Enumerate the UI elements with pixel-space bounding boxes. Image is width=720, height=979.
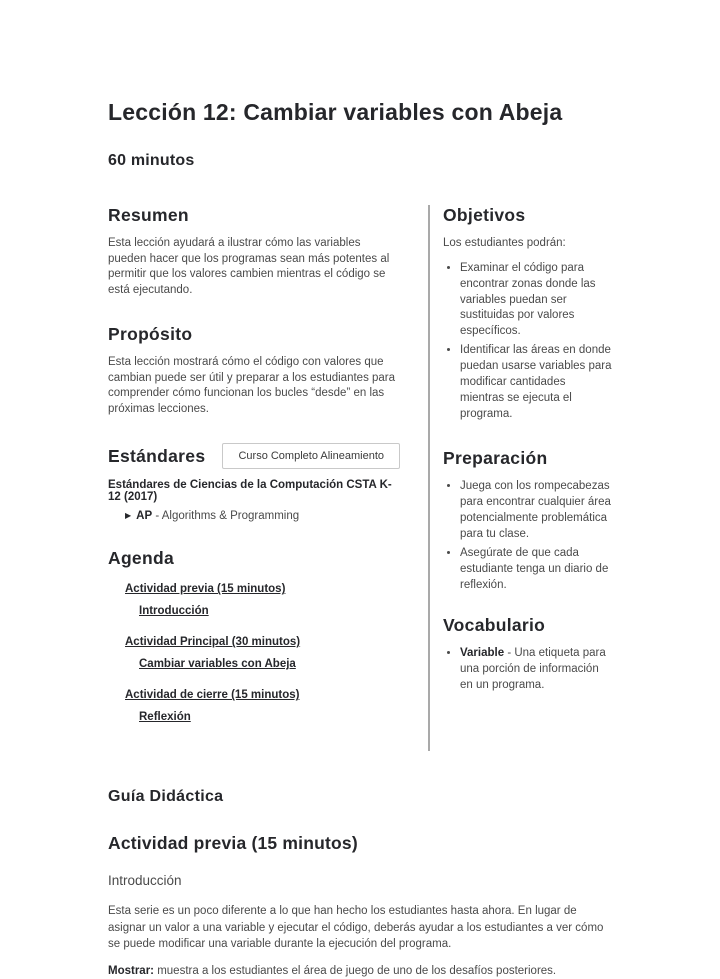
section-preparacion xyxy=(443,448,612,593)
preparacion-heading: Preparación xyxy=(443,448,548,469)
page-title: Lección 12: Cambiar variables con Abeja xyxy=(108,99,563,125)
two-column-layout xyxy=(108,205,612,751)
section-estandares xyxy=(108,443,400,522)
mostrar-label: Mostrar: xyxy=(108,964,155,977)
resumen-heading: Resumen xyxy=(108,205,189,226)
preparacion-bullet: • Asegúrate de que cada estudiante tenga un diario de reflexión. xyxy=(460,546,612,594)
vocabulario-bullet-list xyxy=(443,646,612,694)
estandares-header-row xyxy=(108,443,400,469)
proposito-body: Esta lección mostrará cómo el código con valores que cambian puede ser útil y preparar a los estudiantes para comprender cómo funcionan los bucles “desde” en las próximas lecciones. xyxy=(108,356,396,415)
guide-heading: Guía Didáctica xyxy=(108,788,224,806)
proposito-heading: Propósito xyxy=(108,324,193,345)
section-proposito xyxy=(108,324,400,417)
agenda-link-introduccion[interactable]: Introducción xyxy=(139,605,209,618)
agenda-sub-item xyxy=(125,707,400,725)
agenda-list xyxy=(108,579,400,725)
estandares-heading: Estándares xyxy=(108,445,206,466)
vocabulario-bullet xyxy=(460,646,612,694)
objetivos-intro: Los estudiantes podrán: xyxy=(443,237,566,250)
agenda-link-reflexion[interactable]: Reflexión xyxy=(139,711,191,724)
expand-triangle-icon: ▶ xyxy=(125,511,132,521)
section-agenda xyxy=(108,548,400,725)
vocabulario-heading: Vocabulario xyxy=(443,615,546,636)
objetivo-bullet: • Identificar las áreas en donde puedan usarse variables para modificar cantidades mientras se ejecuta el programa. xyxy=(460,343,612,422)
preparacion-bullet-list xyxy=(443,479,612,593)
vocab-definition: - Una etiqueta para una porción de información en un programa. xyxy=(460,647,606,692)
agenda-link-cambiar-variables[interactable]: Cambiar variables con Abeja xyxy=(139,658,296,671)
section-objetivos xyxy=(443,205,612,422)
agenda-sub-item xyxy=(125,601,400,619)
preparacion-bullet: • Juega con los rompecabezas para encontrar cualquier área potencialmente problemática para tu clase. xyxy=(460,479,612,542)
standard-name: - Algorithms & Programming xyxy=(152,510,300,523)
activity-subheading: Introducción xyxy=(108,873,182,889)
agenda-link-actividad-cierre[interactable]: Actividad de cierre (15 minutos) xyxy=(125,689,300,702)
agenda-sub-item xyxy=(125,654,400,672)
objetivos-bullet-list xyxy=(443,261,612,423)
teaching-guide-section xyxy=(108,788,612,978)
lesson-duration: 60 minutos xyxy=(108,152,195,170)
standard-expander-row[interactable] xyxy=(108,510,400,522)
mostrar-line xyxy=(108,963,612,979)
vocab-term: Variable xyxy=(460,647,505,660)
full-course-alignment-button[interactable]: Curso Completo Alineamiento xyxy=(222,443,400,469)
section-resumen xyxy=(108,205,400,298)
standards-framework-title: Estándares de Ciencias de la Computación CSTA K-12 (2017) xyxy=(108,479,392,504)
agenda-heading: Agenda xyxy=(108,548,174,569)
section-vocabulario xyxy=(443,615,612,694)
mostrar-text: muestra a los estudiantes el área de juego de uno de los desafíos posteriores. xyxy=(154,964,557,977)
activity-heading: Actividad previa (15 minutos) xyxy=(108,833,358,854)
agenda-item xyxy=(125,685,400,725)
agenda-link-actividad-principal[interactable]: Actividad Principal (30 minutos) xyxy=(125,636,301,649)
column-divider xyxy=(428,205,430,751)
agenda-link-actividad-previa[interactable]: Actividad previa (15 minutos) xyxy=(125,583,286,596)
objetivos-heading: Objetivos xyxy=(443,205,526,226)
agenda-item xyxy=(125,579,400,619)
agenda-item xyxy=(125,632,400,672)
objetivo-bullet: • Examinar el código para encontrar zonas donde las variables puedan ser sustituidas por valores específicos. xyxy=(460,261,612,340)
right-column xyxy=(443,205,612,751)
resumen-body: Esta lección ayudará a ilustrar cómo las variables pueden hacer que los programas sean más potentes al permitir que los valores cambien mientras el código se está ejecutando. xyxy=(108,237,390,296)
guide-paragraph: Esta serie es un poco diferente a lo que han hecho los estudiantes hasta ahora. En lugar de asignar un valor a una variable y ejecutar el código, deberás ayudar a los estudiantes a ver cómo se puede modificar una variable durante la ejecución del programa. xyxy=(108,905,604,950)
left-column xyxy=(108,205,400,751)
standard-code: AP xyxy=(136,510,153,523)
